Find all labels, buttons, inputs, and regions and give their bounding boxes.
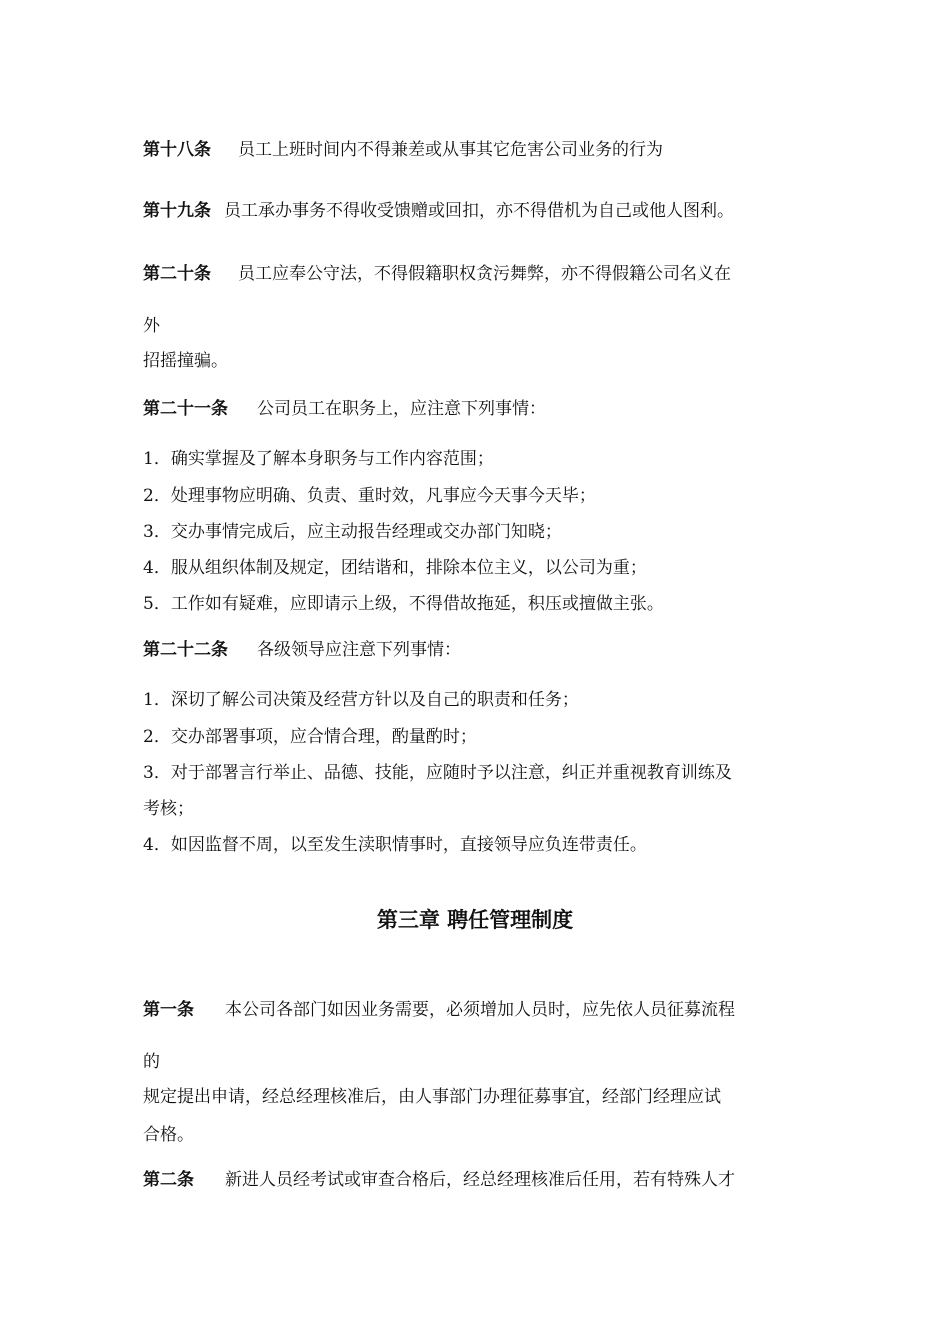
article-21 (143, 399, 546, 419)
chapter-article-1-continuation-2: 规定提出申请，经总经理核准后，由人事部门办理征募事宜，经部门经理应试 (143, 1087, 721, 1107)
article-label: 第二十一条 (143, 399, 228, 419)
article-text: 员工承办事务不得收受馈赠或回扣，亦不得借机为自己或他人图利。 (224, 201, 734, 221)
article-20 (143, 264, 731, 284)
article-text: 公司员工在职务上，应注意下列事情： (257, 399, 546, 419)
article-label: 第二十二条 (143, 640, 228, 660)
list-item: 1．确实掌握及了解本身职务与工作内容范围； (143, 449, 494, 469)
article-text: 新进人员经考试或审查合格后，经总经理核准后任用，若有特殊人才 (225, 1170, 735, 1190)
chapter-article-2 (143, 1170, 735, 1190)
list-item: 1．深切了解公司决策及经营方针以及自己的职责和任务； (143, 690, 579, 710)
list-item: 考核； (143, 799, 194, 819)
chapter-article-1-continuation-3: 合格。 (143, 1125, 194, 1145)
list-item: 4．服从组织体制及规定，团结谐和，排除本位主义，以公司为重； (143, 558, 647, 578)
article-text: 员工上班时间内不得兼差或从事其它危害公司业务的行为 (238, 140, 663, 160)
list-item: 3．交办事情完成后，应主动报告经理或交办部门知晓； (143, 522, 562, 542)
chapter-article-1 (143, 1000, 735, 1020)
article-label: 第二十条 (143, 264, 211, 284)
article-text: 各级领导应注意下列事情： (257, 640, 461, 660)
article-20-continuation-2: 招摇撞骗。 (143, 351, 228, 371)
article-20-continuation: 外 (143, 316, 160, 336)
list-item: 3．对于部署言行举止、品德、技能，应随时予以注意，纠正并重视教育训练及 (143, 763, 732, 783)
list-item: 5．工作如有疑难，应即请示上级，不得借故拖延，积压或擅做主张。 (143, 594, 664, 614)
article-19 (143, 201, 734, 221)
article-label: 第一条 (143, 1000, 194, 1020)
list-item: 2．处理事物应明确、负责、重时效，凡事应今天事今天毕； (143, 486, 596, 506)
chapter-article-1-continuation: 的 (143, 1052, 160, 1072)
article-text: 员工应奉公守法，不得假籍职权贪污舞弊，亦不得假籍公司名义在 (238, 264, 731, 284)
article-22 (143, 640, 461, 660)
article-label: 第十八条 (143, 140, 211, 160)
list-item: 4．如因监督不周，以至发生渎职情事时，直接领导应负连带责任。 (143, 835, 647, 855)
article-text: 本公司各部门如因业务需要，必须增加人员时，应先依人员征募流程 (225, 1000, 735, 1020)
article-label: 第十九条 (143, 201, 211, 221)
chapter-title: 第三章 聘任管理制度 (376, 907, 574, 932)
list-item: 2．交办部署事项，应合情合理，酌量酌时； (143, 727, 477, 747)
article-label: 第二条 (143, 1170, 194, 1190)
article-18 (143, 140, 663, 160)
